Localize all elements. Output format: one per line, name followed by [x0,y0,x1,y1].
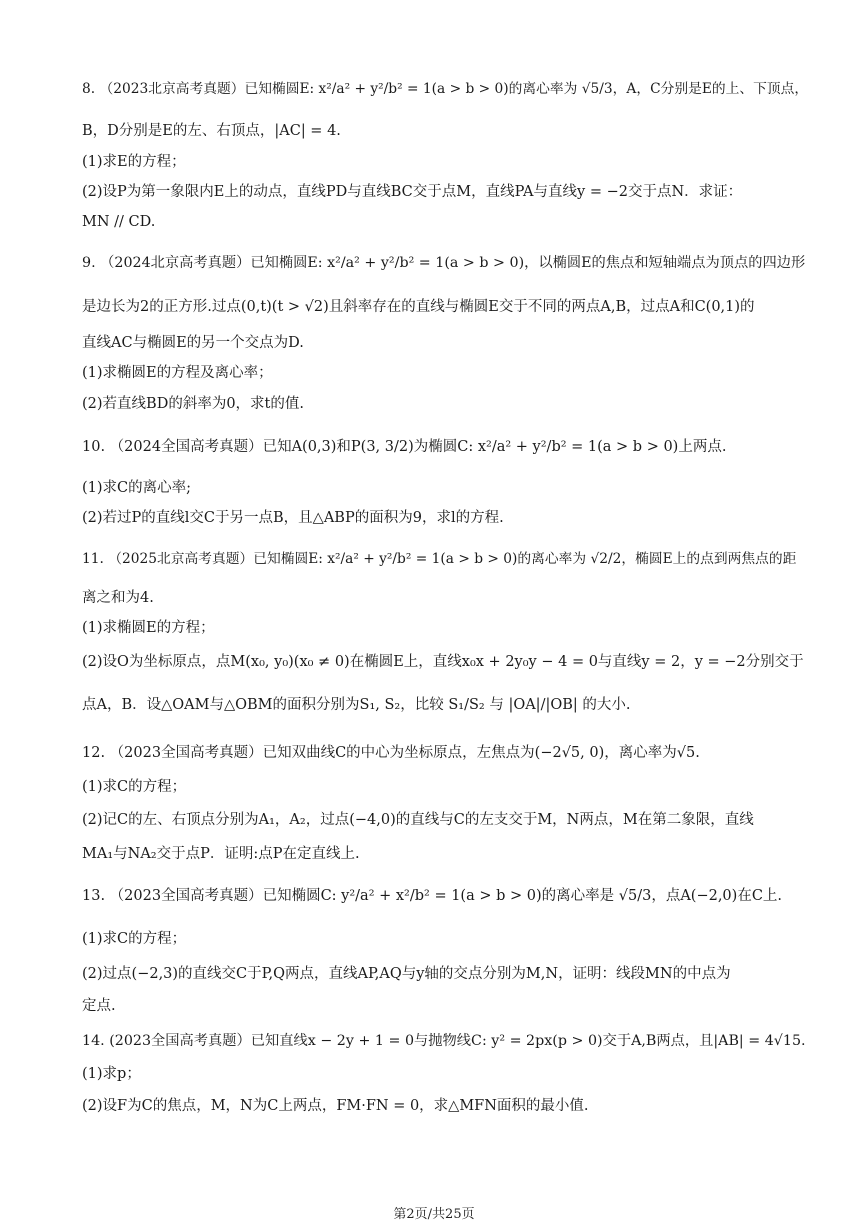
problem-line: 14. (2023全国高考真题）已知直线x − 2y + 1 = 0与抛物线C: y² = 2px(p > 0)交于A,B两点，且|AB| = 4√15. [82,1033,806,1049]
problem-line: 9. （2024北京高考真题）已知椭圆E: x²/a² + y²/b² = 1(a > b > 0)，以椭圆E的焦点和短轴端点为顶点的四边形 [82,255,806,271]
problem-line: 10. （2024全国高考真题）已知A(0,3)和P(3, 3/2)为椭圆C: x²/a² + y²/b² = 1(a > b > 0)上两点. [82,439,727,455]
problem-line: 是边长为2的正方形.过点(0,t)(t > √2)且斜率存在的直线与椭圆E交于不同的两点A,B，过点A和C(0,1)的 [82,299,755,315]
problem-line: MN // CD. [82,214,156,230]
problem-line: 11. （2025北京高考真题）已知椭圆E: x²/a² + y²/b² = 1(a > b > 0)的离心率为 √2/2，椭圆E上的点到两焦点的距 [82,551,797,567]
problem-line: 定点. [82,998,116,1014]
problem-line: (2)设O为坐标原点，点M(x₀, y₀)(x₀ ≠ 0)在椭圆E上，直线x₀x + 2y₀y − 4 = 0与直线y = 2，y = −2分别交于 [82,654,804,670]
problem-line: (1)求C的方程； [82,931,187,947]
problem-line: 12. （2023全国高考真题）已知双曲线C的中心为坐标原点，左焦点为(−2√5, 0)，离心率为√5. [82,745,700,761]
problem-line: 8. （2023北京高考真题）已知椭圆E: x²/a² + y²/b² = 1(a > b > 0)的离心率为 √5/3，A，C分别是E的上、下顶点， [82,81,809,97]
problem-line: (2)过点(−2,3)的直线交C于P,Q两点，直线AP,AQ与y轴的交点分别为M,N，证明：线段MN的中点为 [82,966,731,982]
problem-line: MA₁与NA₂交于点P．证明:点P在定直线上. [82,846,360,862]
problem-line: (2)若直线BD的斜率为0，求t的值. [82,396,304,412]
problem-line: (1)求椭圆E的方程； [82,620,215,636]
problem-line: (1)求椭圆E的方程及离心率； [82,365,273,381]
problem-line: 离之和为4. [82,590,154,606]
problem-line: (1)求C的方程； [82,779,187,795]
problem-line: 13. （2023全国高考真题）已知椭圆C: y²/a² + x²/b² = 1(a > b > 0)的离心率是 √5/3，点A(−2,0)在C上. [82,888,783,904]
problem-line: 点A，B．设△OAM与△OBM的面积分别为S₁, S₂，比较 S₁/S₂ 与 |OA|/|OB| 的大小. [82,697,631,713]
page-footer: 第2页/共25页 [393,1207,475,1222]
problem-line: (2)设P为第一象限内E上的动点，直线PD与直线BC交于点M，直线PA与直线y = −2交于点N．求证： [82,184,743,200]
problem-line: 直线AC与椭圆E的另一个交点为D. [82,335,304,351]
problem-line: (2)记C的左、右顶点分别为A₁，A₂，过点(−4,0)的直线与C的左支交于M，N两点，M在第二象限，直线 [82,812,754,828]
problem-line: B，D分别是E的左、右顶点，|AC| = 4. [82,123,341,139]
problem-line: (2)设F为C的焦点，M，N为C上两点，FM·FN = 0，求△MFN面积的最小值. [82,1098,589,1114]
problem-line: (1)求C的离心率; [82,480,192,496]
problem-line: (1)求E的方程； [82,154,186,170]
problem-line: (1)求p； [82,1066,141,1082]
problem-line: (2)若过P的直线l交C于另一点B，且△ABP的面积为9，求l的方程. [82,510,504,526]
